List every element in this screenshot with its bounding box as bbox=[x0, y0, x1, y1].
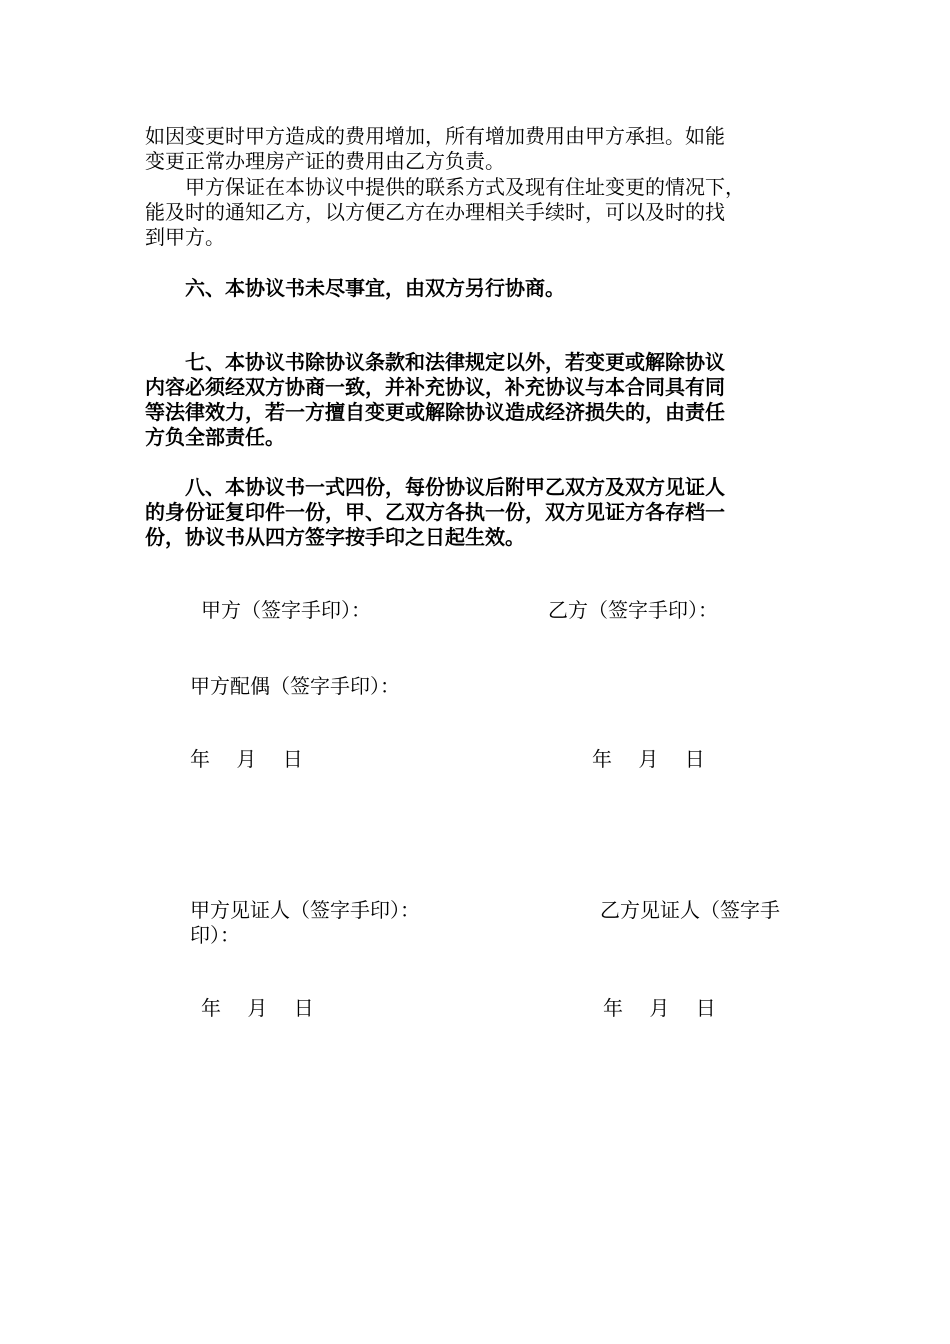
clause-8-line: 份，协议书从四方签字按手印之日起生效。 bbox=[145, 525, 525, 549]
text-line: 到甲方。 bbox=[145, 225, 225, 249]
witness-b-signature-label-cont: 印）： bbox=[190, 923, 240, 947]
party-a-signature-label: 甲方（签字手印）： bbox=[201, 598, 371, 622]
witness-b-signature-label: 乙方见证人（签字手 bbox=[600, 898, 780, 922]
party-a-spouse-signature-label: 甲方配偶（签字手印）： bbox=[190, 674, 400, 698]
clause-6: 六、本协议书未尽事宜，由双方另行协商。 bbox=[145, 276, 565, 300]
clause-7-line: 方负全部责任。 bbox=[145, 425, 285, 449]
party-b-date: 年 月 日 bbox=[592, 747, 705, 771]
witness-a-date: 年 月 日 bbox=[201, 996, 314, 1020]
party-b-signature-label: 乙方（签字手印）： bbox=[548, 598, 718, 622]
clause-8-line: 八、本协议书一式四份，每份协议后附甲乙双方及双方见证人 bbox=[145, 475, 725, 499]
clause-8-line: 的身份证复印件一份，甲、乙双方各执一份，双方见证方各存档一 bbox=[145, 500, 725, 524]
clause-7-line: 内容必须经双方协商一致，并补充协议，补充协议与本合同具有同 bbox=[145, 375, 725, 399]
witness-b-date: 年 月 日 bbox=[603, 996, 716, 1020]
witness-a-signature-label: 甲方见证人（签字手印）： bbox=[190, 898, 420, 922]
text-line: 能及时的通知乙方，以方便乙方在办理相关手续时，可以及时的找 bbox=[145, 200, 725, 224]
text-line: 如因变更时甲方造成的费用增加，所有增加费用由甲方承担。如能 bbox=[145, 124, 725, 148]
text-line: 甲方保证在本协议中提供的联系方式及现有住址变更的情况下， bbox=[145, 175, 745, 199]
clause-7-line: 七、本协议书除协议条款和法律规定以外，若变更或解除协议 bbox=[145, 350, 725, 374]
text-line: 变更正常办理房产证的费用由乙方负责。 bbox=[145, 149, 505, 173]
clause-7-line: 等法律效力，若一方擅自变更或解除协议造成经济损失的，由责任 bbox=[145, 400, 725, 424]
party-a-date: 年 月 日 bbox=[190, 747, 303, 771]
